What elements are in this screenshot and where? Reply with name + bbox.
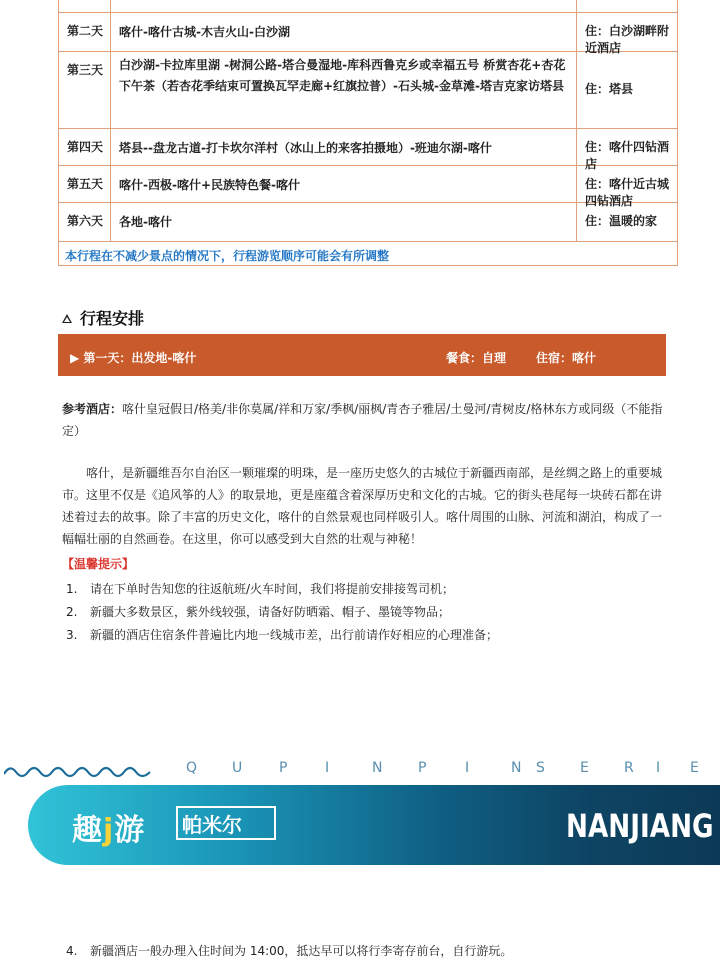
day-label: 第四天 (59, 129, 111, 165)
stay-text: 住：喀什四钻酒店 (585, 140, 670, 171)
reference-hotel-label: 参考酒店： (62, 402, 123, 416)
stay-text: 住：塔县 (585, 82, 634, 96)
stay-text: 住：温暖的家 (585, 214, 658, 228)
day1-label: ▶ 第一天：出发地-喀什 (70, 351, 197, 365)
day1-stay: 住宿：喀什 (536, 351, 597, 365)
day-label: 第六天 (59, 203, 111, 241)
route-text: 喀什-西极-喀什+民族特色餐-喀什 (111, 166, 577, 202)
day-label: 第三天 (59, 52, 111, 128)
route-text: 各地-喀什 (111, 203, 577, 241)
stay-text: 住：白沙湖畔附近酒店 (585, 24, 670, 55)
table-row (59, 13, 677, 55)
day-label: 第二天 (59, 13, 111, 51)
day1-meals: 餐食：自理 (446, 351, 507, 365)
list-item: 3. 新疆的酒店住宿条件普遍比内地一线城市差，出行前请作好相应的心理准备； (66, 628, 499, 642)
series-lettering: Q U P I N P I N S E R I E (186, 760, 699, 776)
table-row (59, 52, 677, 129)
brand-logo: 趣j游 (72, 813, 146, 848)
section-title: 行程安排 (62, 306, 144, 329)
table-row (59, 203, 677, 242)
reference-hotel (62, 398, 666, 442)
list-item: 1. 请在下单时告知您的往返航班/火车时间，我们将提前安排接驾司机； (66, 582, 455, 596)
table-row (59, 129, 677, 171)
triangle-icon (62, 314, 72, 323)
tips-title: 【温馨提示】 (62, 557, 135, 571)
route-text: 白沙湖-卡拉库里湖 -树洞公路-塔合曼湿地-库科西鲁克乡或幸福五号 桥赏杏花+杏花下午茶（若杏花季结束可置换瓦罕走廊+红旗拉普）-石头城-金草滩-塔吉克家访塔县 (111, 52, 577, 128)
route-text: 喀什-喀什古城-木吉火山-白沙湖 (111, 13, 577, 51)
list-item: 4. 新疆酒店一般办理入住时间为 14:00，抵达早可以将行李寄存前台，自行游玩。 (66, 944, 513, 958)
wave-decoration-icon (4, 762, 154, 780)
day1-header-band (58, 334, 666, 376)
region-title: NANJIANG (566, 807, 714, 845)
brand-subtitle: 帕米尔 (182, 813, 242, 837)
intro-paragraph: 喀什，是新疆维吾尔自治区一颗璀璨的明珠，是一座历史悠久的古城位于新疆西南部，是丝绸之路上的重要城市。这里不仅是《追风筝的人》的取景地，更是座蕴含着深厚历史和文化的古城。它的街头巷尾每一块砖石都在讲述着过去的故事。除了丰富的历史文化，喀什的自然景观也同样吸引人。喀什周围的山脉、河流和湖泊，构成了一幅幅壮丽的自然画卷。在这里，你可以感受到大自然的壮观与神秘！ (62, 466, 663, 546)
itinerary-table (58, 0, 678, 266)
brand-banner (28, 785, 720, 865)
list-item: 2. 新疆大多数景区，紫外线较强，请备好防晒霜、帽子、墨镜等物品； (66, 605, 451, 619)
reference-hotel-text: 喀什皇冠假日/格美/非你莫属/祥和万家/季枫/丽枫/青杏子雅居/土曼河/青树皮/格林东方或同级（不能指定） (62, 402, 663, 438)
day-label: 第五天 (59, 166, 111, 202)
table-row (59, 166, 677, 208)
route-text: 塔县--盘龙古道-打卡坎尔洋村（冰山上的来客拍摄地）-班迪尔湖-喀什 (111, 129, 577, 165)
itinerary-note: 本行程在不减少景点的情况下，行程游览顺序可能会有所调整 (59, 242, 677, 266)
stay-text: 住：喀什近古城四钻酒店 (585, 177, 670, 208)
table-row (59, 0, 677, 13)
